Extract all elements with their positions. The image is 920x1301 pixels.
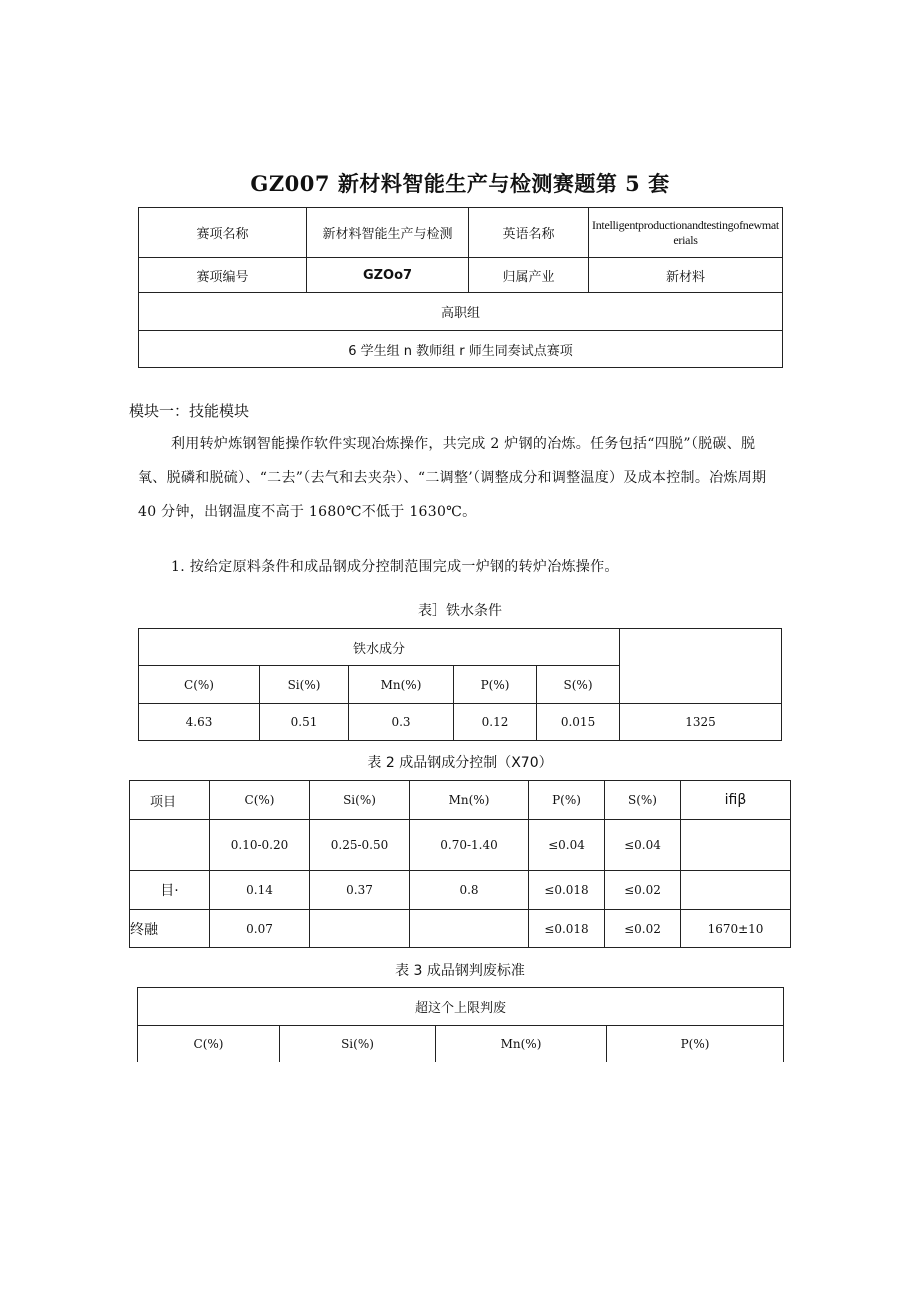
- event-code-label: 赛项编号: [139, 258, 307, 293]
- hot-metal-composition-header: 铁水成分: [139, 629, 620, 666]
- industry-value: 新材料: [589, 258, 783, 293]
- table-row: [130, 820, 791, 871]
- table2-cell: ≤0.02: [605, 871, 681, 910]
- event-code-value: GZOo7: [307, 258, 469, 293]
- table2-header-temperature: ifiβ: [681, 781, 791, 820]
- table-row: [130, 871, 791, 910]
- table1-header-p: P(%): [454, 666, 537, 704]
- table2-cell: [310, 910, 410, 948]
- table1-header-s: S(%): [537, 666, 620, 704]
- table2-cell: 1670±10: [681, 910, 791, 948]
- english-name-value: Intelligentproductionandtestingofnewmaterials: [589, 208, 783, 258]
- group-level: 高职组: [139, 293, 783, 331]
- table3-header-si: Si(%): [280, 1026, 436, 1062]
- table2-cell: [410, 910, 529, 948]
- table2-header-item: 项目: [130, 781, 210, 820]
- rejection-standard-table: [137, 987, 784, 1062]
- table1-header-mn: Mn(%): [349, 666, 454, 704]
- table1-header-si: Si(%): [260, 666, 349, 704]
- table3-header-mn: Mn(%): [436, 1026, 607, 1062]
- module-heading: 模块一：技能模块: [129, 402, 250, 420]
- table2-cell: 0.8: [410, 871, 529, 910]
- hot-metal-table: [138, 628, 782, 741]
- table2-cell: ≤0.018: [529, 871, 605, 910]
- table2-header-s: S(%): [605, 781, 681, 820]
- temperature-header: [620, 629, 782, 704]
- table2-cell: ≤0.02: [605, 910, 681, 948]
- rejection-header: 超这个上限判废: [138, 988, 784, 1026]
- table2-cell: 终融: [130, 910, 210, 948]
- table2-cell: 0.14: [210, 871, 310, 910]
- table2-header-si: Si(%): [310, 781, 410, 820]
- table1-caption: 表］铁水条件: [418, 603, 502, 619]
- table2-cell: 0.70-1.40: [410, 820, 529, 871]
- table2-cell: 0.25-0.50: [310, 820, 410, 871]
- table1-value-c: 4.63: [139, 704, 260, 741]
- table2-header-mn: Mn(%): [410, 781, 529, 820]
- table1-value-temperature: 1325: [620, 704, 782, 741]
- table2-header-c: C(%): [210, 781, 310, 820]
- task-1: 1. 按给定原料条件和成品钢成分控制范围完成一炉钢的转炉冶炼操作。: [171, 559, 619, 575]
- table2-cell: 0.37: [310, 871, 410, 910]
- table2-cell: 目·: [130, 871, 210, 910]
- event-name-value: 新材料智能生产与检测: [307, 208, 469, 258]
- table-row: [130, 910, 791, 948]
- table1-value-p: 0.12: [454, 704, 537, 741]
- table2-cell: [681, 820, 791, 871]
- document-title: GZ007 新材料智能生产与检测赛题第 5 套: [250, 171, 670, 196]
- table1-value-si: 0.51: [260, 704, 349, 741]
- competition-info-table: [138, 207, 783, 368]
- table2-cell: ≤0.04: [605, 820, 681, 871]
- table3-caption: 表 3 成品钢判废标准: [395, 963, 525, 979]
- table1-value-mn: 0.3: [349, 704, 454, 741]
- table2-cell: 0.10-0.20: [210, 820, 310, 871]
- table3-header-p: P(%): [607, 1026, 784, 1062]
- industry-label: 归属产业: [469, 258, 589, 293]
- intro-paragraph: 利用转炉炼钢智能操作软件实现冶炼操作，共完成 2 炉钢的冶炼。任务包括“四脱”（脱碳、脱氧、脱磷和脱硫）、“二去”（去气和去夹杂）、“二调整’（调整成分和调整温度）及成本控制。冶炼周期 40 分钟，出钢温度不高于 1680℃不低于 1630℃。: [138, 436, 767, 520]
- table1-value-s: 0.015: [537, 704, 620, 741]
- table2-cell: ≤0.04: [529, 820, 605, 871]
- table2-cell: [130, 820, 210, 871]
- english-name-label: 英语名称: [469, 208, 589, 258]
- table2-cell: 0.07: [210, 910, 310, 948]
- table2-header-p: P(%): [529, 781, 605, 820]
- product-steel-table: [129, 780, 791, 948]
- table2-cell: [681, 871, 791, 910]
- table2-caption: 表 2 成品钢成分控制（X70）: [367, 755, 553, 771]
- table1-header-c: C(%): [139, 666, 260, 704]
- table2-cell: ≤0.018: [529, 910, 605, 948]
- group-type: 6 学生组 n 教师组 r 师生同奏试点赛项: [139, 331, 783, 368]
- table3-header-c: C(%): [138, 1026, 280, 1062]
- event-name-label: 赛项名称: [139, 208, 307, 258]
